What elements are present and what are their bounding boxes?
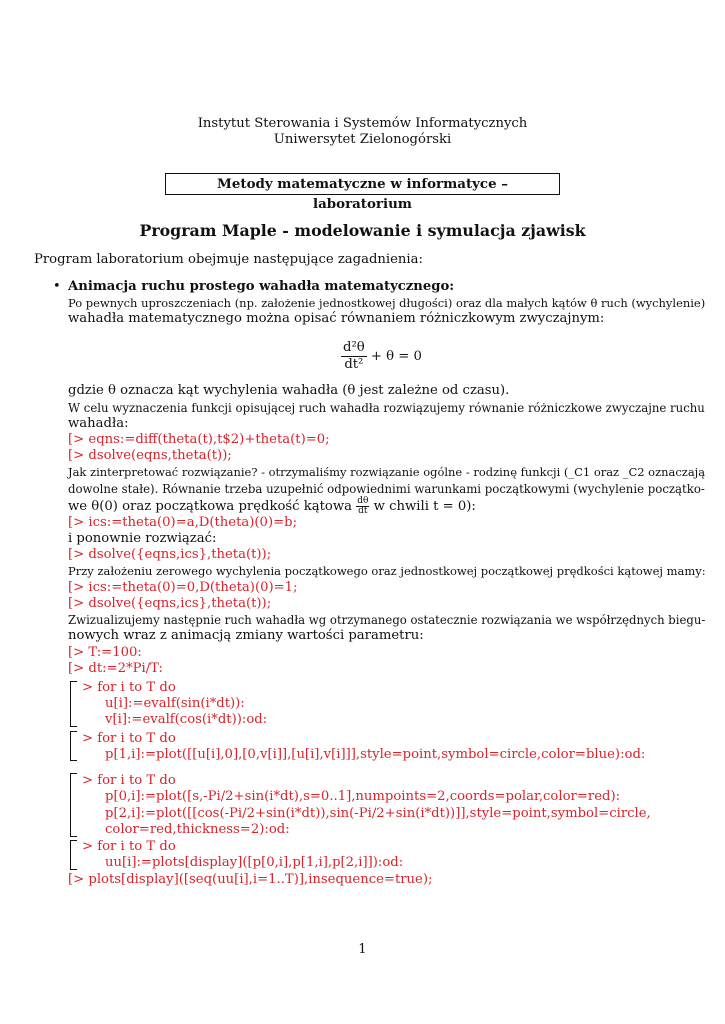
inline-text: we θ(0) oraz początkowa prędkość kątowa [68, 499, 353, 514]
maple-command: u[i]:=evalf(sin(i*dt)): [105, 696, 245, 711]
paragraph-line: W celu wyznaczenia funkcji opisującej ruch wahadła rozwiązujemy równanie różniczkowe zwyczajne ruchu [68, 401, 705, 415]
maple-command: uu[i]:=plots[display]([p[0,i],p[1,i],p[2,i]]):od: [105, 855, 404, 870]
paragraph-line: wahadła: [68, 416, 129, 431]
execution-group-bracket [70, 731, 77, 761]
maple-command: > for i to T do [82, 773, 176, 788]
paragraph-line: dowolne stałe). Równanie trzeba uzupełnić odpowiednimi warunkami początkowymi (wychylenie początko- [68, 482, 705, 496]
paragraph-line: gdzie θ oznacza kąt wychylenia wahadła (θ jest zależne od czasu). [68, 383, 510, 398]
maple-command: v[i]:=evalf(cos(i*dt)):od: [105, 712, 268, 727]
paragraph-line: nowych wraz z animacją zmiany wartości parametru: [68, 628, 424, 643]
maple-command: p[1,i]:=plot([[u[i],0],[0,v[i]],[u[i],v[i]]],style=point,symbol=circle,color=blue):od: [105, 747, 646, 762]
execution-group-bracket [70, 681, 77, 727]
paragraph-line: i ponownie rozwiązać: [68, 531, 217, 546]
program-title: Program Maple - modelowanie i symulacja zjawisk [139, 221, 586, 240]
equation-rest: + θ = 0 [370, 349, 422, 364]
maple-command: > for i to T do [82, 731, 176, 746]
page-number: 1 [358, 942, 367, 957]
bullet-dot: • [53, 279, 61, 294]
maple-command: > for i to T do [82, 680, 176, 695]
equation-denominator: dt² [344, 357, 364, 372]
inline-text: w chwili t = 0): [373, 499, 476, 514]
maple-command: [> ics:=theta(0)=0,D(theta)(0)=1; [68, 580, 298, 595]
maple-command: p[0,i]:=plot([s,-Pi/2+sin(i*dt),s=0..1],numpoints=2,coords=polar,color=red): [105, 789, 621, 804]
course-title-box: Metody matematyczne w informatyce – laboratorium [165, 173, 560, 195]
execution-group-bracket [70, 840, 77, 870]
maple-command: p[2,i]:=plot([[cos(-Pi/2+sin(i*dt)),sin(-Pi/2+sin(i*dt))]],style=point,symbol=circle, [105, 806, 651, 821]
paragraph-line: Po pewnych uproszczeniach (np. założenie jednostkowej długości) oraz dla małych kątów θ ruch (wychylenie) [68, 296, 706, 310]
institute-name: Instytut Sterowania i Systemów Informatycznych [197, 116, 528, 131]
maple-command: [> dsolve({eqns,ics},theta(t)); [68, 547, 272, 562]
university-name: Uniwersytet Zielonogórski [273, 132, 452, 147]
fraction-numerator: dθ [357, 496, 369, 506]
paragraph-line [68, 497, 476, 516]
paragraph-line: Jak zinterpretować rozwiązanie? - otrzymaliśmy rozwiązanie ogólne - rodzinę funkcji (_C1 oraz _C2 oznaczają [68, 465, 706, 479]
section-heading: Animacja ruchu prostego wahadła matematycznego: [68, 279, 455, 294]
maple-command: color=red,thickness=2):od: [105, 822, 290, 837]
fraction-denominator: dt [358, 506, 368, 516]
maple-command: > for i to T do [82, 839, 176, 854]
paragraph-line: Zwizualizujemy następnie ruch wahadła wg otrzymanego ostatecznie rozwiązania we współrzędnych biegu- [68, 613, 706, 627]
paragraph-line: Przy założeniu zerowego wychylenia początkowego oraz jednostkowej początkowej prędkości kątowej mamy: [68, 564, 706, 578]
paragraph-line: wahadła matematycznego można opisać równaniem różniczkowym zwyczajnym: [68, 311, 605, 326]
maple-command: [> dsolve(eqns,theta(t)); [68, 448, 232, 463]
maple-command: [> dt:=2*Pi/T: [68, 661, 163, 676]
maple-command: [> ics:=theta(0)=a,D(theta)(0)=b; [68, 515, 298, 530]
differential-equation [341, 340, 422, 373]
maple-command: [> plots[display]([seq(uu[i],i=1..T)],insequence=true); [68, 872, 433, 887]
maple-command: [> eqns:=diff(theta(t),t$2)+theta(t)=0; [68, 432, 330, 447]
maple-command: [> dsolve({eqns,ics},theta(t)); [68, 596, 272, 611]
equation-numerator: d²θ [343, 340, 365, 355]
maple-command: [> T:=100: [68, 645, 142, 660]
intro-text: Program laboratorium obejmuje następujące zagadnienia: [34, 252, 423, 267]
execution-group-bracket [70, 773, 77, 837]
